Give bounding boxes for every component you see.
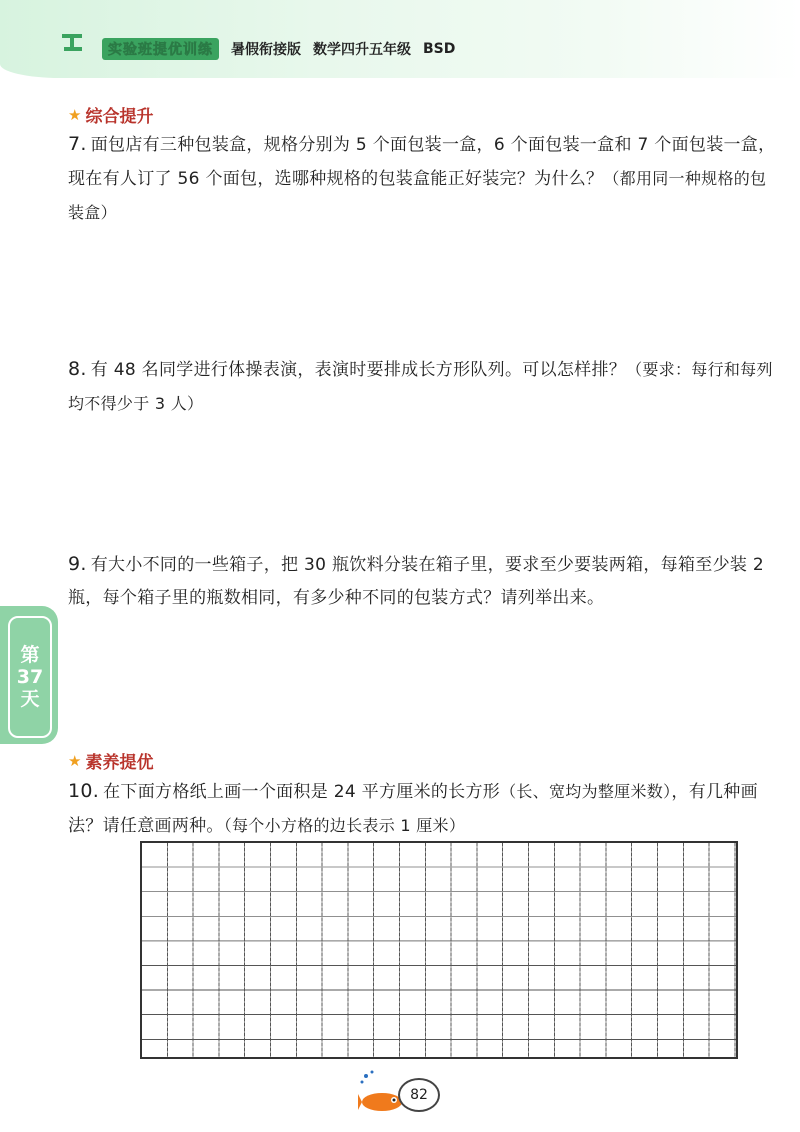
question-note: （都用同一种规格的包装盒） <box>68 169 767 222</box>
section-heading-2 <box>68 748 153 773</box>
question-note: （要求：每行和每列均不得少于 3 人） <box>68 360 773 413</box>
question-note: （每个小方格的边长表示 1 厘米） <box>223 816 466 835</box>
section-title: 综合提升 <box>85 107 154 127</box>
section-heading-1 <box>68 102 153 127</box>
question-text: 有大小不同的一些箱子，把 30 瓶饮料分装在箱子里，要求至少要装两箱，每箱至少装 2 瓶，每个箱子里的瓶数相同，有多少种不同的包装方式？请列举出来。 <box>68 555 764 608</box>
header-text <box>102 38 455 60</box>
question-8 <box>68 353 778 421</box>
code-label: BSD <box>423 41 456 57</box>
star-icon: ★ <box>68 105 82 124</box>
day-tab-line1: 第 <box>20 644 40 666</box>
day-tab-line2: 37 <box>16 666 44 688</box>
grid-dash-overlay <box>142 843 736 1057</box>
day-tab <box>0 606 58 744</box>
question-number: 9. <box>68 553 87 575</box>
question-text: 面包店有三种包装盒，规格分别为 5 个面包装一盒，6 个面包装一盒和 7 个面包装一盒，现在有人订了 56 个面包，选哪种规格的包装盒能正好装完？为什么？ <box>68 135 776 189</box>
page-number: 82 <box>398 1078 440 1112</box>
series-title: 实验班提优训练 <box>102 38 219 60</box>
page-header <box>0 0 800 78</box>
edition-label: 暑假衔接版 <box>231 42 301 58</box>
star-icon: ★ <box>68 751 82 770</box>
question-note: （长、宽均为整厘米数） <box>500 782 672 801</box>
question-7 <box>68 128 778 230</box>
day-tab-line3: 天 <box>20 688 40 710</box>
question-text: 在下面方格纸上画一个面积是 24 平方厘米的长方形 <box>103 782 501 802</box>
question-text-cont: ，有几种画法？请任意画两种。 <box>68 782 758 836</box>
subject-label: 数学四升五年级 <box>313 42 411 58</box>
question-9 <box>68 548 778 615</box>
section-title: 素养提优 <box>85 753 154 773</box>
question-10 <box>68 775 778 843</box>
question-number: 7. <box>68 133 87 155</box>
question-number: 8. <box>68 358 87 380</box>
book-logo-icon <box>62 32 84 52</box>
question-number: 10. <box>68 780 100 802</box>
square-grid-paper[interactable] <box>140 841 738 1059</box>
question-text: 有 48 名同学进行体操表演，表演时要排成长方形队列。可以怎样排？ <box>90 360 627 380</box>
day-tab-label <box>8 616 52 738</box>
